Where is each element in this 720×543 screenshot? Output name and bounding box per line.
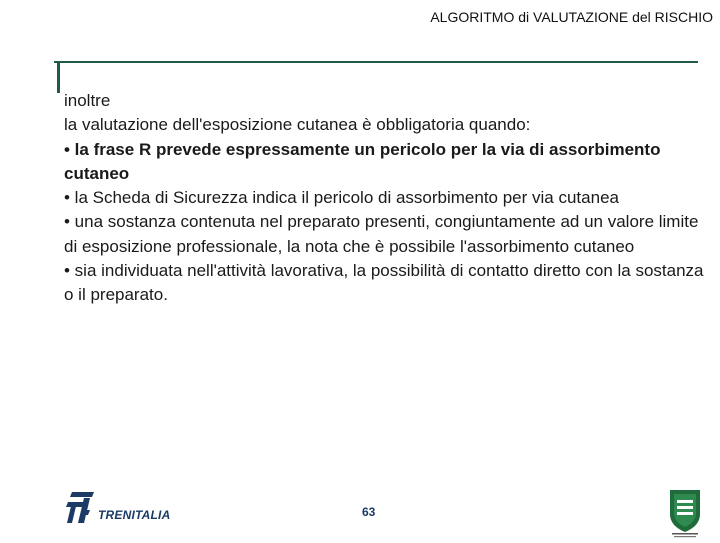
page-number: 63 <box>362 505 376 519</box>
page-header-title: ALGORITMO di VALUTAZIONE del RISCHIO <box>430 9 713 25</box>
lead-sentence: la valutazione dell'esposizione cutanea è obbligatoria quando: <box>64 115 531 135</box>
bullet-safety-sheet: • la Scheda di Sicurezza indica il pericolo di assorbimento per via cutanea <box>64 188 619 208</box>
intro-line: inoltre <box>64 91 111 110</box>
left-accent-rule <box>57 63 60 93</box>
bullet-r-phrase: • la frase R prevede espressamente un pericolo per la via di assorbimento cutaneo <box>64 139 661 183</box>
brand-name: TRENITALIA <box>98 508 171 522</box>
slide-body <box>64 89 716 308</box>
bullet-direct-contact: • sia individuata nell'attività lavorativa, la possibilità di contatto diretto con la sostanza o il preparato. <box>64 261 704 305</box>
university-crest-icon <box>668 488 702 538</box>
trenitalia-logo <box>60 490 180 526</box>
trenitalia-logo-icon <box>60 490 96 526</box>
bullet-exposure-limit: • una sostanza contenuta nel preparato presenti, congiuntamente ad un valore limite di esposizione professionale, la nota che è possibile l'assorbimento cutaneo <box>64 212 699 256</box>
header-rule <box>54 61 698 63</box>
lead-bold-word: cutanea <box>296 115 358 135</box>
